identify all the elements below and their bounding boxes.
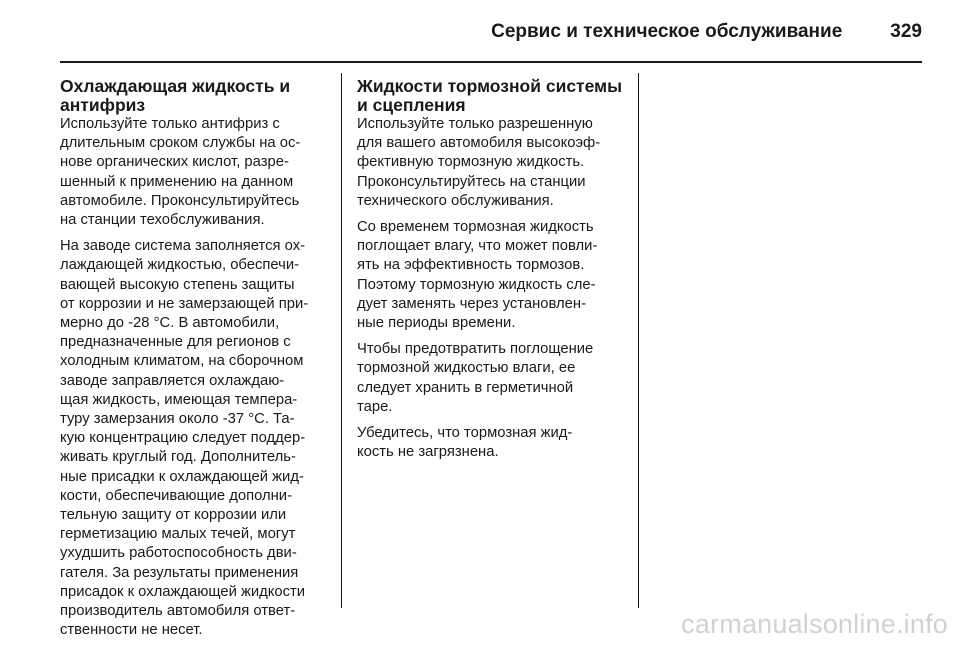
coolant-paragraph-2: На заводе система заполняется ох- лаждающей жидкостью, обеспечи- вающей высокую степень защиты от коррозии и не замерзающей при- мерно до -28 °C. В автомобили, предназначенные для регионов с холодным климатом, на сборочном заводе заправляется охлаждаю- щая жидкость, имеющая темпера- туру замерзания около -37 °C. Та- кую концентрацию следует поддер- живать круглый год. Дополнитель- ные присадки к охлаждающей жид- кости, обеспечивающие дополни- тельную защиту от коррозии или герметизацию малых течей, могут ухудшить работоспособность дви- гателя. За результаты применения присадок к охлаждающей жидкости производитель автомобиля ответ- ственности не несет. xyxy=(60,238,309,639)
coolant-section-title: Охлаждающая жидкость и антифриз xyxy=(60,76,291,115)
brake-paragraph-4: Убедитесь, что тормозная жид- кость не загрязнена. xyxy=(357,425,573,461)
brake-paragraph-2: Со временем тормозная жидкость поглощает влагу, что может повли- ять на эффективность тормозов. Поэтому тормозную жидкость сле- дует заменять через установлен- ные периоды времени. xyxy=(357,219,598,332)
page-number: 329 xyxy=(890,21,922,42)
header-rule xyxy=(60,61,922,63)
brake-fluid-section xyxy=(357,77,623,469)
column-divider-left xyxy=(341,73,342,608)
brake-fluid-section-title: Жидкости тормозной системы и сцепления xyxy=(357,76,623,115)
page-header xyxy=(60,8,922,56)
coolant-section xyxy=(60,77,326,647)
column-divider-right xyxy=(638,73,639,608)
brake-paragraph-3: Чтобы предотвратить поглощение тормозной жидкостью влаги, ее следует хранить в герметичной таре. xyxy=(357,341,594,415)
brake-paragraph-1: Используйте только разрешенную для вашего автомобиля высокоэф- фективную тормозную жидкость. Проконсультируйтесь на станции технического обслуживания. xyxy=(357,116,601,209)
coolant-paragraph-1: Используйте только антифриз с длительным сроком службы на ос- нове органических кислот, разре- шенный к применению на данном автомобиле. Проконсультируйтесь на станции техобслуживания. xyxy=(60,116,301,229)
watermark: carmanualsonline.info xyxy=(681,609,948,639)
header-title: Сервис и техническое обслуживание xyxy=(491,21,843,42)
